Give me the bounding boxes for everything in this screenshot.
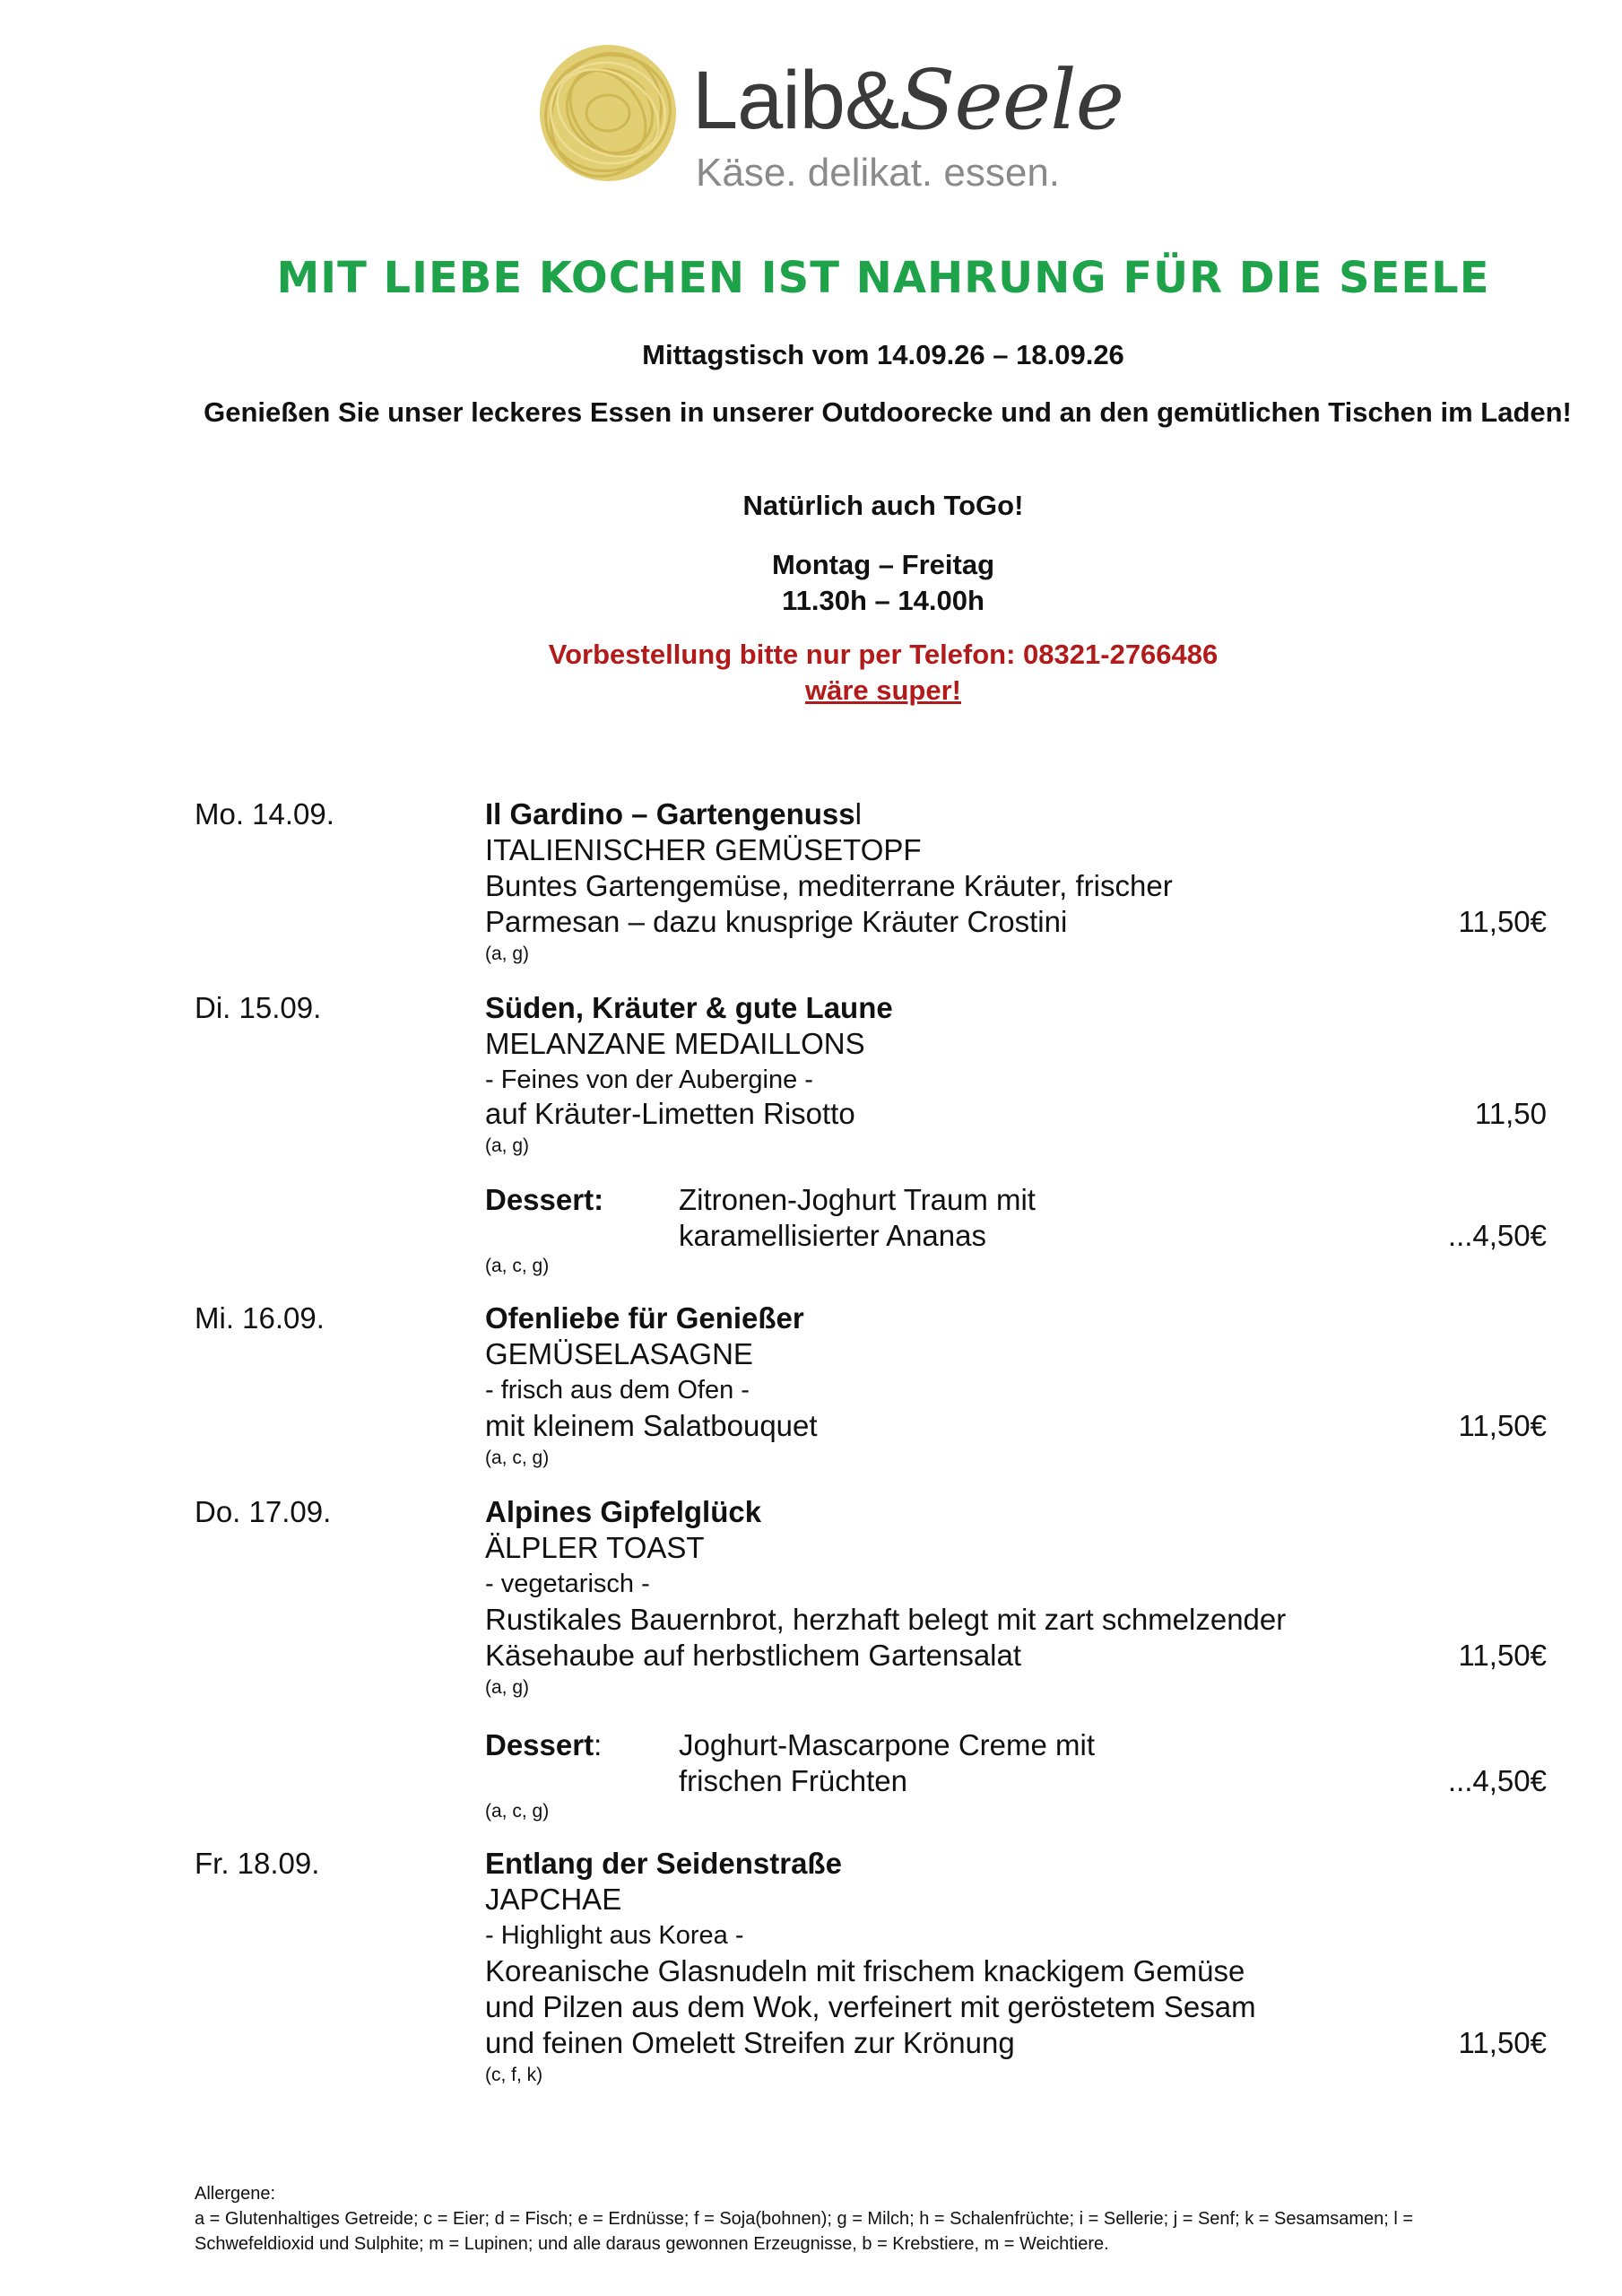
tuesday-dessert-1: Zitronen-Joghurt Traum mit: [679, 1183, 1036, 1216]
thursday-dessert-word: Dessert: [485, 1728, 594, 1761]
preorder-notice: [143, 637, 1622, 709]
tuesday-dessert-2: karamellisierter Ananas: [679, 1219, 986, 1252]
allergen-line-1: a = Glutenhaltiges Getreide; c = Eier; d = Fisch; e = Erdnüsse; f = Soja(bohnen); g = Milch; h = Schalenfrüchte; i = Sellerie; j = Senf; k = Sesamsamen; l =: [195, 2209, 1414, 2229]
allergen-legend: [195, 2181, 1593, 2257]
day-thursday: Do. 17.09.: [195, 1495, 332, 1528]
opening-days: Montag – Freitag: [771, 549, 994, 580]
brand-logo: [529, 32, 1124, 195]
thursday-dessert-colon: :: [594, 1728, 603, 1761]
wednesday-dish: GEMÜSELASAGNE: [485, 1337, 753, 1370]
friday-desc-1: - Highlight aus Korea -: [485, 1921, 744, 1950]
menu-period: Mittagstisch vom 14.09.26 – 18.09.26: [642, 339, 1124, 370]
preorder-phone: Vorbestellung bitte nur per Telefon: 08321-2766486: [548, 639, 1219, 670]
monday-allergens: (a, g): [485, 944, 530, 964]
wednesday-price: 11,50€: [1458, 1409, 1547, 1442]
wednesday-title: Ofenliebe für Genießer: [485, 1301, 804, 1335]
allergen-line-2: Schwefeldioxid und Sulphite; m = Lupinen; und alle daraus gewonnen Erzeugnisse, b = Krebstiere, m = Weichtiere.: [195, 2234, 1109, 2254]
thursday-desc-3: Käsehaube auf herbstlichem Gartensalat: [485, 1639, 1022, 1672]
tuesday-price: 11,50: [1474, 1097, 1547, 1130]
friday-dish: JAPCHAE: [485, 1883, 622, 1916]
thursday-price: 11,50€: [1458, 1639, 1547, 1672]
tuesday-title: Süden, Kräuter & gute Laune: [485, 991, 893, 1024]
day-friday: Fr. 18.09.: [195, 1847, 320, 1880]
wednesday-allergens: (a, c, g): [485, 1448, 550, 1468]
logo-word-laib: Laib&: [692, 55, 899, 146]
opening-hours: [143, 547, 1622, 619]
preorder-super: wäre super!: [804, 674, 961, 706]
thursday-allergens: (a, g): [485, 1677, 530, 1698]
friday-desc-3: und Pilzen aus dem Wok, verfeinert mit geröstetem Sesam: [485, 1990, 1256, 2023]
day-wednesday: Mi. 16.09.: [195, 1301, 325, 1335]
wednesday-desc-1: - frisch aus dem Ofen -: [485, 1376, 750, 1405]
logo-word-seele: Seele: [898, 52, 1124, 148]
tuesday-dessert-label: Dessert:: [485, 1183, 604, 1216]
tuesday-dish: MELANZANE MEDAILLONS: [485, 1027, 865, 1060]
headline: MIT LIEBE KOCHEN IST NAHRUNG FÜR DIE SEELE: [276, 253, 1490, 303]
thursday-dessert-1: Joghurt-Mascarpone Creme mit: [679, 1728, 1095, 1761]
tuesday-dessert-allergens: (a, c, g): [485, 1256, 550, 1276]
thursday-desc-2: Rustikales Bauernbrot, herzhaft belegt mit zart schmelzender: [485, 1603, 1287, 1636]
tuesday-allergens: (a, g): [485, 1135, 530, 1156]
wednesday-desc-2: mit kleinem Salatbouquet: [485, 1409, 818, 1442]
monday-title: [485, 796, 862, 832]
togo-note: Natürlich auch ToGo!: [742, 490, 1024, 521]
thursday-dessert-label: [485, 1727, 602, 1763]
friday-title: Entlang der Seidenstraße: [485, 1847, 842, 1880]
allergen-heading: Allergene:: [195, 2184, 276, 2204]
tuesday-desc-2: auf Kräuter-Limetten Risotto: [485, 1097, 855, 1130]
friday-allergens: (c, f, k): [485, 2065, 543, 2085]
opening-times: 11.30h – 14.00h: [782, 585, 984, 616]
thursday-dessert-allergens: (a, c, g): [485, 1801, 550, 1822]
day-monday: Mo. 14.09.: [195, 797, 334, 831]
monday-title-tail: l: [854, 797, 862, 831]
thursday-desc-1: - vegetarisch -: [485, 1570, 650, 1598]
monday-desc-2: Parmesan – dazu knusprige Kräuter Crostini: [485, 905, 1068, 938]
friday-desc-4: und feinen Omelett Streifen zur Krönung: [485, 2026, 1015, 2059]
logo-wordmark: [692, 52, 1124, 148]
thursday-dish: ÄLPLER TOAST: [485, 1531, 705, 1564]
thursday-dessert-price: ...4,50€: [1447, 1764, 1547, 1797]
monday-title-bold: Il Gardino – Gartengenuss: [485, 797, 855, 831]
intro-text: Genießen Sie unser leckeres Essen in unserer Outdoorecke und an den gemütlichen Tischen im Laden!: [204, 396, 1572, 428]
tuesday-desc-1: - Feines von der Aubergine -: [485, 1065, 813, 1094]
day-tuesday: Di. 15.09.: [195, 991, 322, 1024]
monday-dish: ITALIENISCHER GEMÜSETOPF: [485, 833, 922, 866]
thursday-dessert-2: frischen Früchten: [679, 1764, 907, 1797]
monday-desc-1: Buntes Gartengemüse, mediterrane Kräuter, frischer: [485, 869, 1173, 902]
monday-price: 11,50€: [1458, 905, 1547, 938]
thursday-title: Alpines Gipfelglück: [485, 1495, 762, 1528]
sun-scribble-logo-icon: [529, 32, 690, 194]
tuesday-dessert-price: ...4,50€: [1447, 1219, 1547, 1252]
friday-price: 11,50€: [1458, 2026, 1547, 2059]
friday-desc-2: Koreanische Glasnudeln mit frischem knackigem Gemüse: [485, 1954, 1245, 1987]
logo-tagline: Käse. delikat. essen.: [696, 151, 1061, 195]
